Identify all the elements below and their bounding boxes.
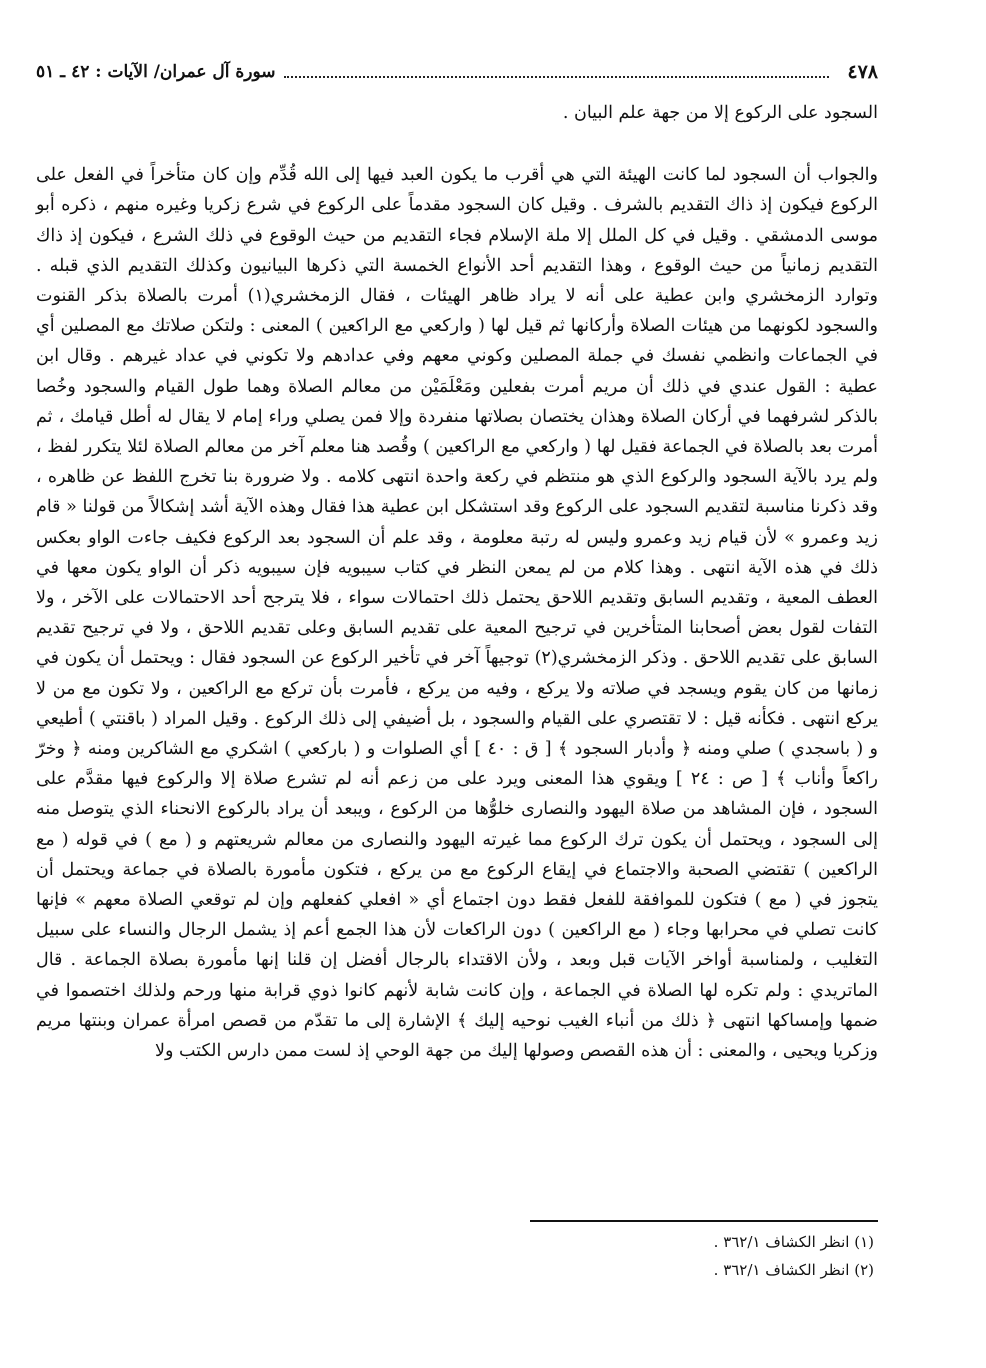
running-header — [36, 56, 878, 88]
footnote-1: (١) انظر الكشاف ٣٦٢/١ . — [713, 1233, 874, 1251]
header-dotted-leader — [284, 76, 830, 78]
body-text — [36, 98, 878, 1066]
paragraph-1: السجود على الركوع إلا من جهة علم البيان . — [562, 103, 878, 123]
footnote-separator — [530, 1220, 878, 1222]
footnote-2: (٢) انظر الكشاف ٣٦٢/١ . — [713, 1261, 874, 1279]
running-title: سورة آل عمران/ الآيات : ٤٢ ـ ٥١ — [36, 62, 276, 82]
footnotes — [36, 1228, 878, 1284]
paragraph-2: والجواب أن السجود لما كانت الهيئة التي هي أقرب ما يكون العبد فيها إلى الله قُدِّم وإن كان متأخراً في الفعل على الركوع فيكون إذ ذاك التقديم بالشرف . وقيل كان السجود مقدماً على الركوع في شرع زكريا وغيره منهم ، ذكره أبو موسى الدمشقي . وقيل في كل الملل إلا ملة الإسلام فجاء التقديم من حيث الوقوع في ذلك الشرع ، فيكون إذ ذاك التقديم زمانياً من حيث الوقوع ، وهذا التقديم أحد الأنواع الخمسة التي ذكرها البيانيون وكذلك التقديم الذي قبله . وتوارد الزمخشري وابن عطية على أنه لا يراد ظاهر الهيئات ، فقال الزمخشري(١) أمرت بالصلاة بذكر القنوت والسجود لكونهما من هيئات الصلاة وأركانها ثم قيل لها ( واركعي مع الراكعين ) المعنى : ولتكن صلاتك مع المصلين أي في الجماعات وانظمي نفسك في جملة المصلين وكوني معهم وفي عدادهم ولا تكوني في عداد غيرهم . وقال ابن عطية : القول عندي في ذلك أن مريم أمرت بفعلين ومَعْلَمَيْن من معالم الصلاة وهما طول القيام والسجود وخُصا بالذكر لشرفهما في أركان الصلاة وهذان يختصان بصلاتها منفردة وإلا فمن يصلي وراء إمام لا يقال له أطل قيامك ، ثم أمرت بعد بالصلاة في الجماعة فقيل لها ( واركعي مع الراكعين ) وقُصد هنا معلم آخر من معالم الصلاة لئلا يتكرر لفظ ، ولم يرد بالآية السجود والركوع الذي هو منتظم في ركعة واحدة انتهى كلامه . ولا ضرورة بنا تخرج اللفظ عن ظاهره ، وقد ذكرنا مناسبة لتقديم السجود على الركوع وقد استشكل ابن عطية هذا فقال وهذه الآية أشد إشكالاً من قولنا « قام زيد وعمرو » لأن قيام زيد وعمرو وليس له رتبة معلومة ، وقد علم أن السجود بعد الركوع فكيف جاءت الواو بعكس ذلك في هذه الآية انتهى . وهذا كلام من لم يمعن النظر في كتاب سيبويه فإن سيبويه ذكر أن الواو يكون معها في العطف المعية ، وتقديم السابق وتقديم اللاحق يحتمل ذلك احتمالات سواء ، فلا يترجح أحد الاحتمالات على الآخر ، ولا التفات لقول بعض أصحابنا المتأخرين في ترجيح المعية على تقديم السابق وعلى تقديم اللاحق ، ولا في ترجيح تقديم السابق على تقديم اللاحق . وذكر الزمخشري(٢) توجيهاً آخر في تأخير الركوع عن السجود فقال : ويحتمل أن يكون في زمانها من كان يقوم ويسجد في صلاته ولا يركع ، وفيه من يركع ، فأمرت بأن تركع مع الراكعين ، ولا تكون مع من لا يركع انتهى . فكأنه قيل : لا تقتصري على القيام والسجود ، بل أضيفي إلى ذلك الركوع . وقيل المراد ( باقنتي ) أطيعي و ( باسجدي ) صلي ومنه ﴿ وأدبار السجود ﴾ [ ق : ٤٠ ] أي الصلوات و ( باركعي ) اشكري مع الشاكرين ومنه ﴿ وخرّ راكعاً وأناب ﴾ [ ص : ٢٤ ] ويقوي هذا المعنى ويرد على من زعم أنه لم تشرع صلاة إلا والركوع فيها مقدَّم على السجود ، فإن المشاهد من صلاة اليهود والنصارى خلوُّها من الركوع ، ويبعد أن يراد بالركوع الانحناء الذي يتوصل منه إلى السجود ، ويحتمل أن يكون ترك الركوع مما غيرته اليهود والنصارى من معالم شريعتهم و ( مع ) في قوله ( مع الراكعين ) تقتضي الصحبة والاجتماع في إيقاع الركوع مع من يركع ، فتكون مأمورة بالصلاة في جماعة ويحتمل أن يتجوز في ( مع ) فتكون للموافقة للفعل فقط دون اجتماع أي « افعلي كفعلهم وإن لم توقعي الصلاة معهم » فإنها كانت تصلي في محرابها وجاء ( مع الراكعين ) دون الراكعات لأن هذا الجمع أعم إذ يشمل الرجال والنساء على سبيل التغليب ، ولمناسبة أواخر الآيات قبل وبعد ، ولأن الاقتداء بالرجال أفضل إن قلنا إنها مأمورة بصلاة الجماعة . قال الماتريدي : ولم تكره لها الصلاة في الجماعة ، وإن كانت شابة لأنهم كانوا ذوي قرابة منها ورحم ولذلك اختصموا في ضمها وإمساكها انتهى ﴿ ذلك من أنباء الغيب نوحيه إليك ﴾ الإشارة إلى ما تقدّم من قصص امرأة عمران وبنتها مريم وزكريا ويحيى ، والمعنى : أن هذه القصص وصولها إليك من جهة الوحي إذ لست ممن دارس الكتب ولا — [36, 165, 879, 1062]
page-number: ٤٧٨ — [847, 61, 878, 83]
